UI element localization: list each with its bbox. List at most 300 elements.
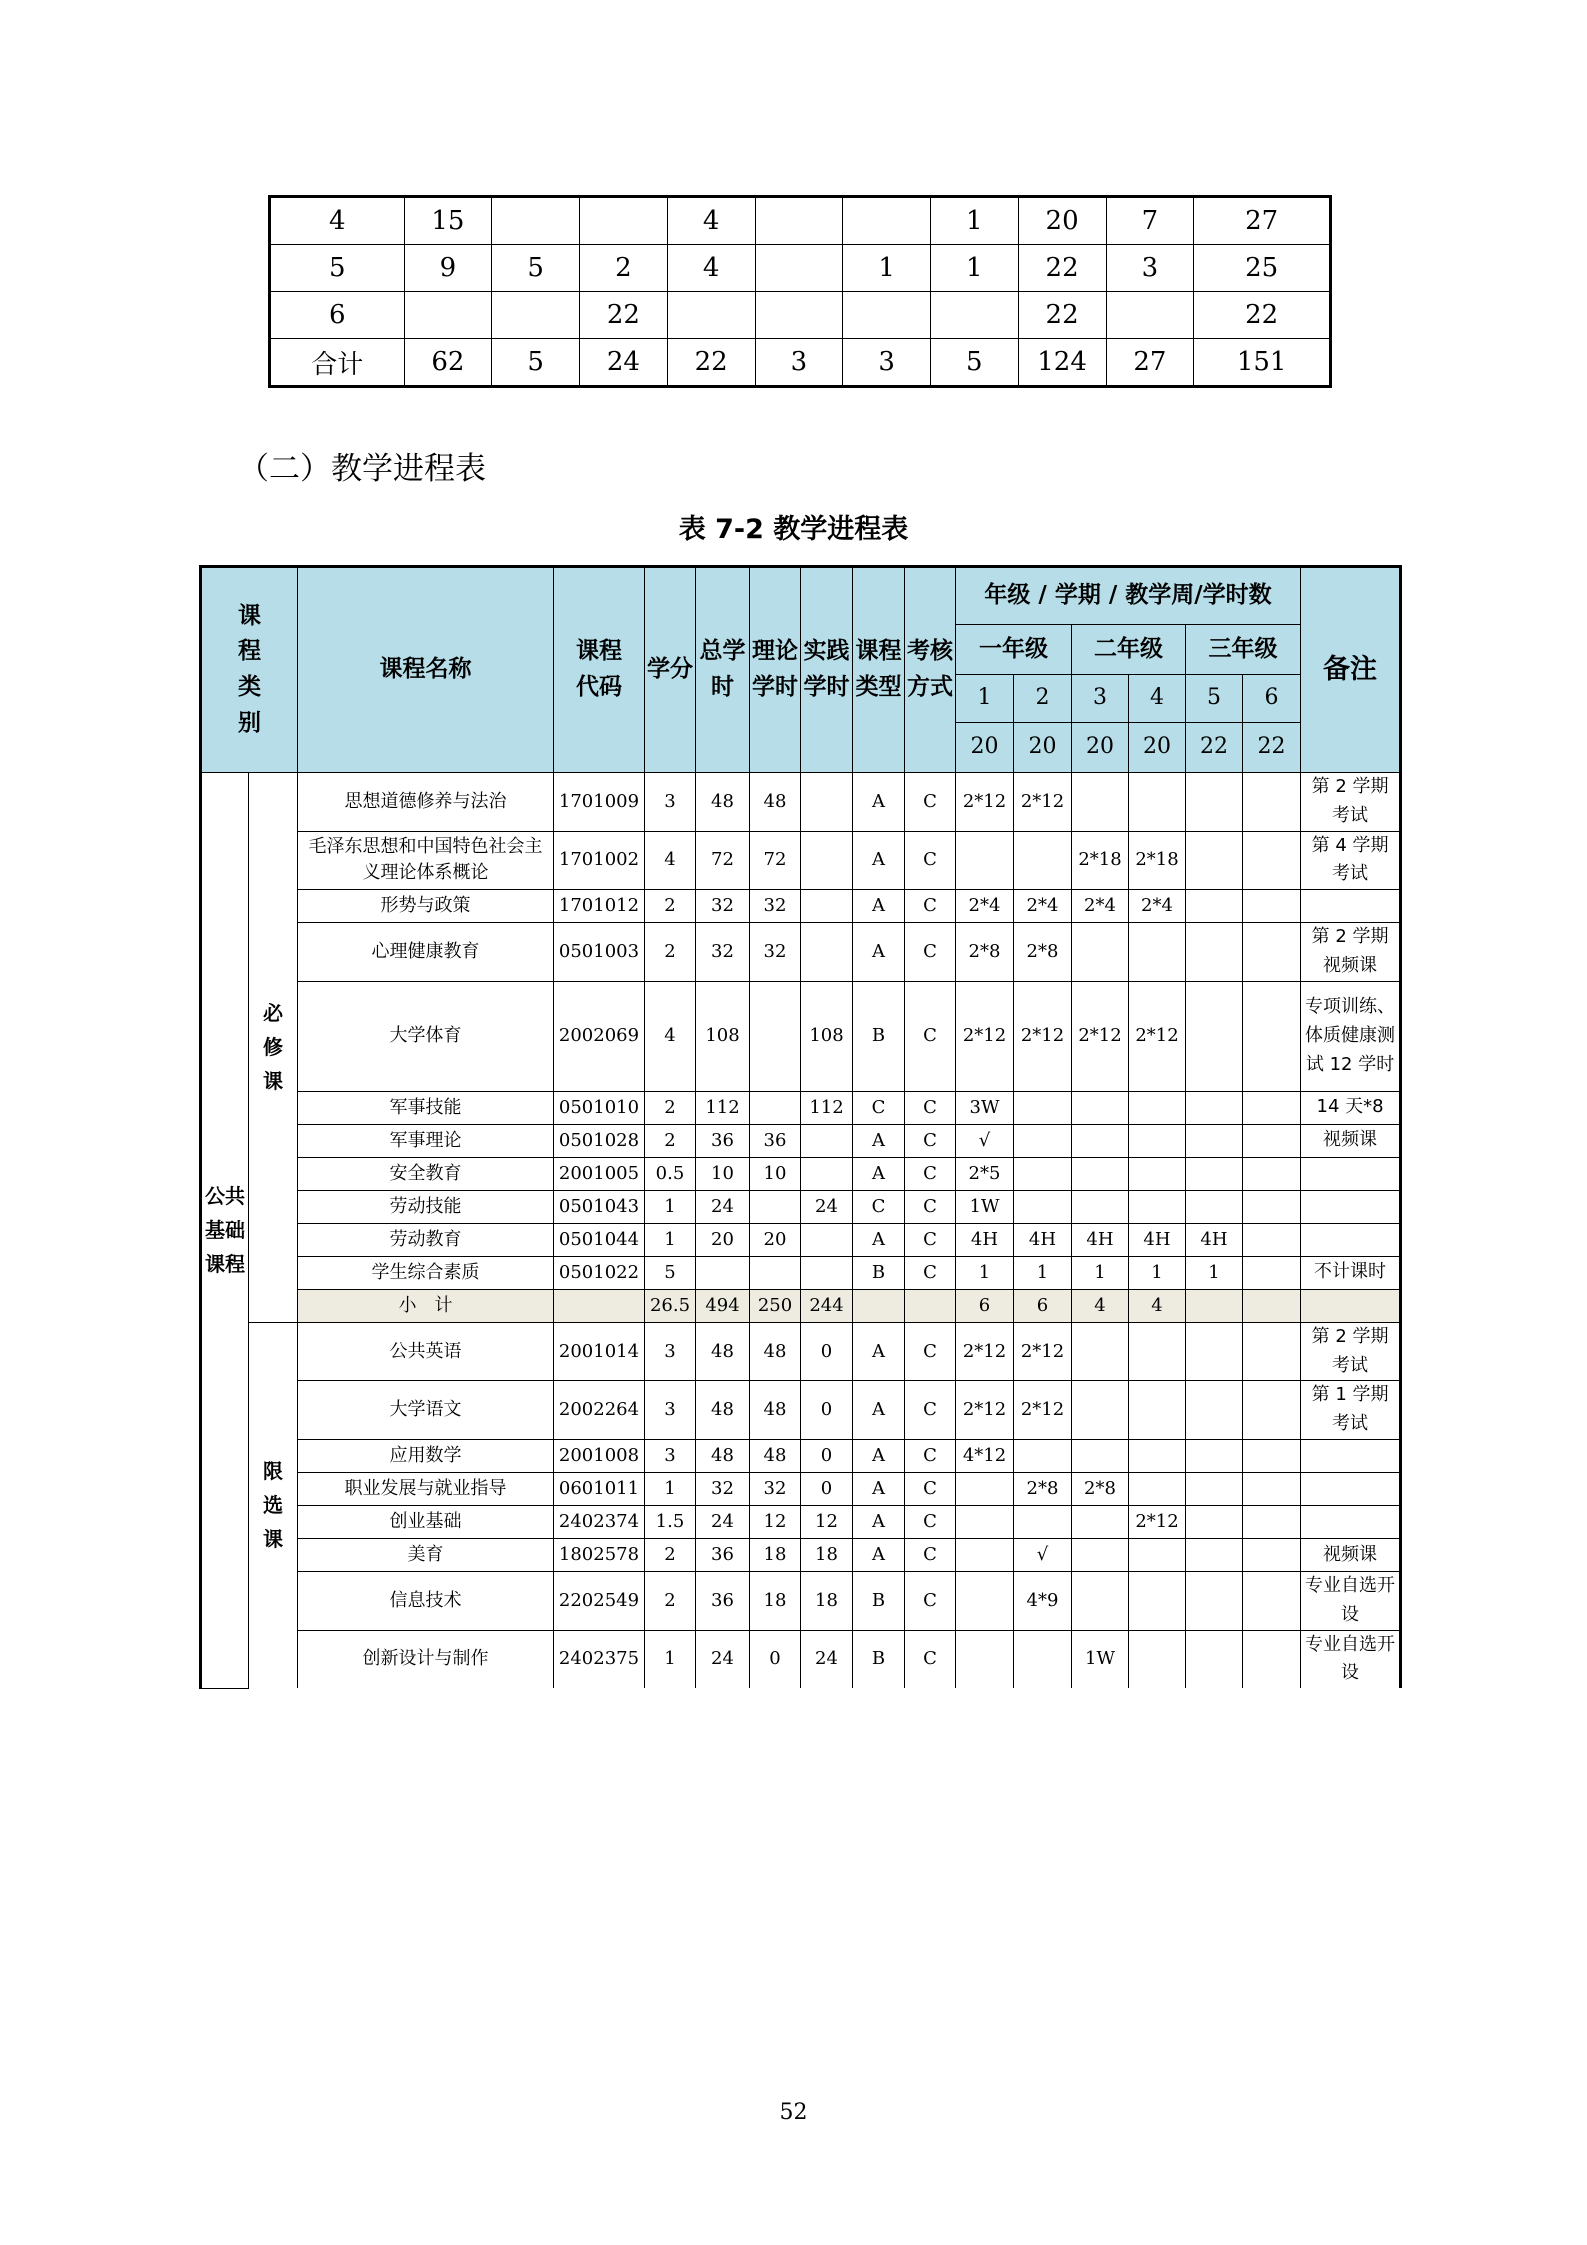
table-cell — [1243, 981, 1301, 1091]
table-cell: √ — [1014, 1538, 1072, 1571]
header-year3: 三年级 — [1186, 625, 1301, 675]
table-cell: C — [905, 1472, 956, 1505]
table-cell — [956, 1505, 1014, 1538]
course-row — [201, 1124, 1401, 1157]
summary-cell: 1 — [843, 245, 931, 292]
table-cell: 2 — [645, 1538, 696, 1571]
course-row — [201, 1472, 1401, 1505]
table-cell: 244 — [801, 1289, 853, 1322]
table-cell: 3 — [645, 773, 696, 832]
table-cell: 36 — [696, 1538, 750, 1571]
table-cell: 18 — [801, 1538, 853, 1571]
summary-cell: 124 — [1018, 339, 1106, 387]
course-remark — [1301, 1472, 1401, 1505]
summary-cell — [930, 292, 1018, 339]
subtotal-row — [201, 1289, 1401, 1322]
table-cell: A — [853, 1223, 905, 1256]
table-cell: 2*12 — [956, 981, 1014, 1091]
table-cell — [1186, 1630, 1243, 1688]
table-cell: 2*8 — [1072, 1472, 1129, 1505]
header-assessment: 考核方式 — [905, 567, 956, 773]
table-cell: C — [853, 1190, 905, 1223]
course-row — [201, 1505, 1401, 1538]
table-cell: 1 — [645, 1223, 696, 1256]
table-cell — [956, 1538, 1014, 1571]
course-name: 劳动技能 — [298, 1190, 554, 1223]
course-row — [201, 1439, 1401, 1472]
summary-cell: 4 — [270, 197, 405, 245]
table-cell: 12 — [750, 1505, 801, 1538]
course-row — [201, 831, 1401, 890]
table-cell: C — [905, 1124, 956, 1157]
table-cell: 4 — [645, 981, 696, 1091]
table-cell: 2*5 — [956, 1157, 1014, 1190]
table-cell: B — [853, 1630, 905, 1688]
table-cell — [956, 1472, 1014, 1505]
table-cell: A — [853, 923, 905, 982]
course-remark: 14 天*8 — [1301, 1091, 1401, 1124]
elective-label-text: 限选课 — [263, 1459, 283, 1552]
table-cell: 20 — [696, 1223, 750, 1256]
table-cell: 2*12 — [1014, 1381, 1072, 1440]
table-cell — [1243, 1571, 1301, 1630]
table-cell — [956, 831, 1014, 890]
table-cell — [1186, 923, 1243, 982]
table-cell: 48 — [696, 1381, 750, 1440]
table-cell: C — [905, 923, 956, 982]
table-cell — [801, 1157, 853, 1190]
table-cell: C — [905, 890, 956, 923]
course-remark: 第 2 学期视频课 — [1301, 923, 1401, 982]
table-cell: 2 — [645, 890, 696, 923]
table-cell — [1014, 1505, 1072, 1538]
course-row — [201, 1190, 1401, 1223]
table-cell: A — [853, 1538, 905, 1571]
course-name: 心理健康教育 — [298, 923, 554, 982]
table-cell — [1014, 1630, 1072, 1688]
table-cell: 72 — [750, 831, 801, 890]
table-cell: 1 — [645, 1472, 696, 1505]
teaching-progress-table — [199, 565, 1402, 1689]
course-remark — [1301, 890, 1401, 923]
table-cell — [750, 1256, 801, 1289]
summary-cell: 5 — [492, 245, 580, 292]
header-term: 4 — [1129, 675, 1186, 723]
table-cell: C — [905, 981, 956, 1091]
table-cell — [1186, 981, 1243, 1091]
table-cell: 0 — [801, 1472, 853, 1505]
table-cell: 32 — [696, 890, 750, 923]
table-cell: C — [905, 1439, 956, 1472]
table-cell: 4 — [645, 831, 696, 890]
summary-cell: 22 — [1194, 292, 1331, 339]
table-cell — [1243, 1439, 1301, 1472]
table-cell: 4H — [1072, 1223, 1129, 1256]
course-row — [201, 1630, 1401, 1688]
course-row — [201, 1256, 1401, 1289]
header-schedule: 年级 / 学期 / 教学周/学时数 — [956, 567, 1301, 625]
table-cell: 48 — [750, 1381, 801, 1440]
header-course-name: 课程名称 — [298, 567, 554, 773]
table-cell: B — [853, 1256, 905, 1289]
header-year1: 一年级 — [956, 625, 1072, 675]
table-cell — [1186, 1190, 1243, 1223]
table-cell — [905, 1289, 956, 1322]
summary-cell: 3 — [1106, 245, 1194, 292]
table-cell: 1 — [1129, 1256, 1186, 1289]
course-code: 2001008 — [554, 1439, 645, 1472]
table-cell — [1186, 1538, 1243, 1571]
table-caption: 表 7-2 教学进程表 — [678, 514, 909, 545]
table-cell: 1 — [1072, 1256, 1129, 1289]
table-cell: 0 — [801, 1439, 853, 1472]
elective-label — [249, 1322, 298, 1688]
table-cell — [1072, 1538, 1129, 1571]
table-cell: 2*4 — [1129, 890, 1186, 923]
table-cell: 32 — [750, 923, 801, 982]
table-cell: 32 — [750, 890, 801, 923]
table-cell — [1186, 1505, 1243, 1538]
table-cell — [801, 1256, 853, 1289]
summary-cell — [580, 197, 668, 245]
table-cell: 2*12 — [1014, 981, 1072, 1091]
course-code: 0501028 — [554, 1124, 645, 1157]
table-cell: A — [853, 1322, 905, 1381]
table-cell: 2*12 — [1129, 981, 1186, 1091]
table-cell: 2*8 — [956, 923, 1014, 982]
table-cell: 4 — [1129, 1289, 1186, 1322]
table-cell — [1243, 890, 1301, 923]
summary-cell: 22 — [667, 339, 755, 387]
table-cell: 0 — [750, 1630, 801, 1688]
table-cell: 24 — [696, 1190, 750, 1223]
header-category: 课程类别 — [201, 567, 298, 773]
summary-cell — [843, 292, 931, 339]
header-total-hours: 总学时 — [696, 567, 750, 773]
course-name: 应用数学 — [298, 1439, 554, 1472]
table-cell — [1186, 831, 1243, 890]
table-cell — [853, 1289, 905, 1322]
course-code: 2002069 — [554, 981, 645, 1091]
table-cell: 5 — [645, 1256, 696, 1289]
table-cell: 2*18 — [1072, 831, 1129, 890]
course-row — [201, 923, 1401, 982]
table-cell: 48 — [750, 773, 801, 832]
course-code: 2202549 — [554, 1571, 645, 1630]
course-name: 安全教育 — [298, 1157, 554, 1190]
course-row — [201, 890, 1401, 923]
course-row — [201, 1322, 1401, 1381]
table-cell: 2*4 — [1014, 890, 1072, 923]
summary-cell — [755, 197, 843, 245]
table-cell — [1243, 1322, 1301, 1381]
course-name: 信息技术 — [298, 1571, 554, 1630]
course-remark: 第 4 学期考试 — [1301, 831, 1401, 890]
header-practice-hours: 实践学时 — [801, 567, 853, 773]
course-code: 1701012 — [554, 890, 645, 923]
table-cell: 1 — [956, 1256, 1014, 1289]
table-cell — [1186, 1289, 1243, 1322]
header-weeks: 20 — [1014, 723, 1072, 773]
table-cell — [801, 1223, 853, 1256]
header-term: 1 — [956, 675, 1014, 723]
table-cell — [1243, 1190, 1301, 1223]
table-cell — [1129, 923, 1186, 982]
table-cell — [1186, 1381, 1243, 1440]
table-cell: C — [905, 1381, 956, 1440]
table-cell — [1072, 1322, 1129, 1381]
table-cell: 36 — [696, 1124, 750, 1157]
table-cell: 1W — [1072, 1630, 1129, 1688]
header-credit: 学分 — [645, 567, 696, 773]
summary-cell: 4 — [667, 197, 755, 245]
table-cell — [750, 1190, 801, 1223]
table-cell — [1243, 831, 1301, 890]
summary-cell: 7 — [1106, 197, 1194, 245]
table-cell: B — [853, 981, 905, 1091]
table-cell: 2 — [645, 923, 696, 982]
table-cell: 0 — [801, 1381, 853, 1440]
summary-cell: 1 — [930, 197, 1018, 245]
header-term: 2 — [1014, 675, 1072, 723]
table-cell — [801, 1124, 853, 1157]
course-code: 0501003 — [554, 923, 645, 982]
section-heading: （二）教学进程表 — [238, 451, 486, 487]
course-remark: 第 2 学期考试 — [1301, 773, 1401, 832]
table-cell: 24 — [696, 1630, 750, 1688]
table-cell — [1243, 1157, 1301, 1190]
table-cell: 2*12 — [956, 773, 1014, 832]
table-cell: C — [905, 1157, 956, 1190]
summary-row — [270, 292, 1331, 339]
course-code: 2001014 — [554, 1322, 645, 1381]
table-cell — [1243, 1091, 1301, 1124]
table-cell — [696, 1256, 750, 1289]
table-cell: 18 — [750, 1571, 801, 1630]
summary-cell: 5 — [492, 339, 580, 387]
table-cell: 2*12 — [1072, 981, 1129, 1091]
header-weeks: 22 — [1243, 723, 1301, 773]
table-cell: 48 — [696, 1439, 750, 1472]
table-cell: A — [853, 1381, 905, 1440]
table-cell: A — [853, 831, 905, 890]
course-row — [201, 1538, 1401, 1571]
table-cell: C — [905, 1190, 956, 1223]
table-cell: C — [905, 831, 956, 890]
table-cell: 1 — [645, 1630, 696, 1688]
table-cell: 2*8 — [1014, 1472, 1072, 1505]
table-cell: 4*12 — [956, 1439, 1014, 1472]
table-cell — [1072, 1157, 1129, 1190]
summary-cell: 22 — [1018, 245, 1106, 292]
table-cell: 72 — [696, 831, 750, 890]
header-theory-hours: 理论学时 — [750, 567, 801, 773]
table-cell — [1129, 1630, 1186, 1688]
course-remark — [1301, 1223, 1401, 1256]
table-cell: 1.5 — [645, 1505, 696, 1538]
table-cell — [1243, 1256, 1301, 1289]
table-cell: A — [853, 890, 905, 923]
table-cell — [1072, 1571, 1129, 1630]
course-code: 0601011 — [554, 1472, 645, 1505]
course-code: 0501022 — [554, 1256, 645, 1289]
summary-cell: 5 — [930, 339, 1018, 387]
summary-cell: 25 — [1194, 245, 1331, 292]
table-cell: 0.5 — [645, 1157, 696, 1190]
course-code: 2402374 — [554, 1505, 645, 1538]
table-cell — [750, 981, 801, 1091]
table-cell — [1072, 1124, 1129, 1157]
table-cell: 2 — [645, 1571, 696, 1630]
table-cell: B — [853, 1571, 905, 1630]
table-cell: A — [853, 1472, 905, 1505]
table-cell — [1243, 1538, 1301, 1571]
course-code: 1802578 — [554, 1538, 645, 1571]
summary-cell: 27 — [1106, 339, 1194, 387]
table-cell: 112 — [696, 1091, 750, 1124]
course-remark: 专项训练、体质健康测试 12 学时 — [1301, 981, 1401, 1091]
page-number: 52 — [779, 2100, 808, 2125]
table-cell: 2*18 — [1129, 831, 1186, 890]
course-name: 创业基础 — [298, 1505, 554, 1538]
table-cell — [1129, 1157, 1186, 1190]
summary-cell: 62 — [404, 339, 492, 387]
course-name: 美育 — [298, 1538, 554, 1571]
course-row — [201, 773, 1401, 832]
table-cell: 4H — [1186, 1223, 1243, 1256]
table-cell — [1014, 1190, 1072, 1223]
course-remark: 专业自选开设 — [1301, 1630, 1401, 1688]
summary-cell — [492, 292, 580, 339]
course-remark: 第 1 学期考试 — [1301, 1381, 1401, 1440]
course-remark: 专业自选开设 — [1301, 1571, 1401, 1630]
header-remark: 备注 — [1301, 567, 1401, 773]
table-cell: C — [905, 1538, 956, 1571]
table-cell: 48 — [750, 1439, 801, 1472]
header-term: 3 — [1072, 675, 1129, 723]
table-cell: 3W — [956, 1091, 1014, 1124]
table-cell: 3 — [645, 1381, 696, 1440]
course-remark — [1301, 1439, 1401, 1472]
summary-cell — [492, 197, 580, 245]
table-cell — [1243, 1124, 1301, 1157]
table-cell: 2*4 — [956, 890, 1014, 923]
summary-cell: 6 — [270, 292, 405, 339]
table-cell — [1014, 1439, 1072, 1472]
table-cell: 48 — [750, 1322, 801, 1381]
table-cell: 24 — [696, 1505, 750, 1538]
course-code: 2402375 — [554, 1630, 645, 1688]
table-cell — [1072, 1439, 1129, 1472]
table-cell — [1014, 831, 1072, 890]
header-year2: 二年级 — [1072, 625, 1186, 675]
course-remark — [1301, 1157, 1401, 1190]
table-cell — [1243, 1472, 1301, 1505]
summary-cell — [843, 197, 931, 245]
course-name: 大学体育 — [298, 981, 554, 1091]
table-cell — [801, 923, 853, 982]
header-weeks: 20 — [1072, 723, 1129, 773]
table-cell — [1129, 1124, 1186, 1157]
course-name: 军事理论 — [298, 1124, 554, 1157]
table-cell: 18 — [750, 1538, 801, 1571]
table-cell — [1129, 1538, 1186, 1571]
table-cell: C — [905, 1505, 956, 1538]
course-name: 创新设计与制作 — [298, 1630, 554, 1688]
course-name: 大学语文 — [298, 1381, 554, 1440]
table-cell: C — [905, 1223, 956, 1256]
table-cell: 18 — [801, 1571, 853, 1630]
summary-cell: 20 — [1018, 197, 1106, 245]
course-row — [201, 1381, 1401, 1440]
table-cell — [1186, 1439, 1243, 1472]
table-cell — [1243, 1505, 1301, 1538]
header-term: 6 — [1243, 675, 1301, 723]
table-cell: 36 — [750, 1124, 801, 1157]
table-cell: A — [853, 1124, 905, 1157]
credit-summary-table — [268, 195, 1332, 388]
course-code: 0501044 — [554, 1223, 645, 1256]
table-cell: 494 — [696, 1289, 750, 1322]
course-name: 公共英语 — [298, 1322, 554, 1381]
table-cell: 4 — [1072, 1289, 1129, 1322]
table-cell — [1129, 1472, 1186, 1505]
table-cell: 1 — [1014, 1256, 1072, 1289]
course-code: 2002264 — [554, 1381, 645, 1440]
table-cell: A — [853, 1157, 905, 1190]
table-cell: 36 — [696, 1571, 750, 1630]
table-cell: C — [905, 1091, 956, 1124]
summary-cell: 22 — [1018, 292, 1106, 339]
course-row — [201, 1091, 1401, 1124]
summary-cell — [1106, 292, 1194, 339]
summary-cell: 3 — [755, 339, 843, 387]
table-cell: 112 — [801, 1091, 853, 1124]
table-cell — [1072, 773, 1129, 832]
table-cell: C — [905, 1322, 956, 1381]
course-code: 1701002 — [554, 831, 645, 890]
summary-cell: 27 — [1194, 197, 1331, 245]
header-term: 5 — [1186, 675, 1243, 723]
summary-cell — [755, 245, 843, 292]
table-cell — [801, 773, 853, 832]
table-cell — [801, 890, 853, 923]
table-cell — [801, 831, 853, 890]
table-cell: 2*12 — [956, 1381, 1014, 1440]
table-cell: 32 — [696, 1472, 750, 1505]
summary-cell: 4 — [667, 245, 755, 292]
table-cell — [1129, 1190, 1186, 1223]
table-cell: 3 — [645, 1439, 696, 1472]
table-cell: 4H — [1014, 1223, 1072, 1256]
table-cell — [956, 1630, 1014, 1688]
course-code: 1701009 — [554, 773, 645, 832]
table-cell: C — [905, 1630, 956, 1688]
table-cell — [1186, 773, 1243, 832]
table-cell: 32 — [696, 923, 750, 982]
course-code: 2001005 — [554, 1157, 645, 1190]
course-code — [554, 1289, 645, 1322]
summary-cell — [667, 292, 755, 339]
table-cell: 1 — [645, 1190, 696, 1223]
table-cell — [1014, 1157, 1072, 1190]
table-cell — [1072, 1505, 1129, 1538]
table-cell: 4*9 — [1014, 1571, 1072, 1630]
table-cell — [1186, 1322, 1243, 1381]
course-name: 形势与政策 — [298, 890, 554, 923]
table-cell: C — [905, 1571, 956, 1630]
course-row — [201, 1223, 1401, 1256]
